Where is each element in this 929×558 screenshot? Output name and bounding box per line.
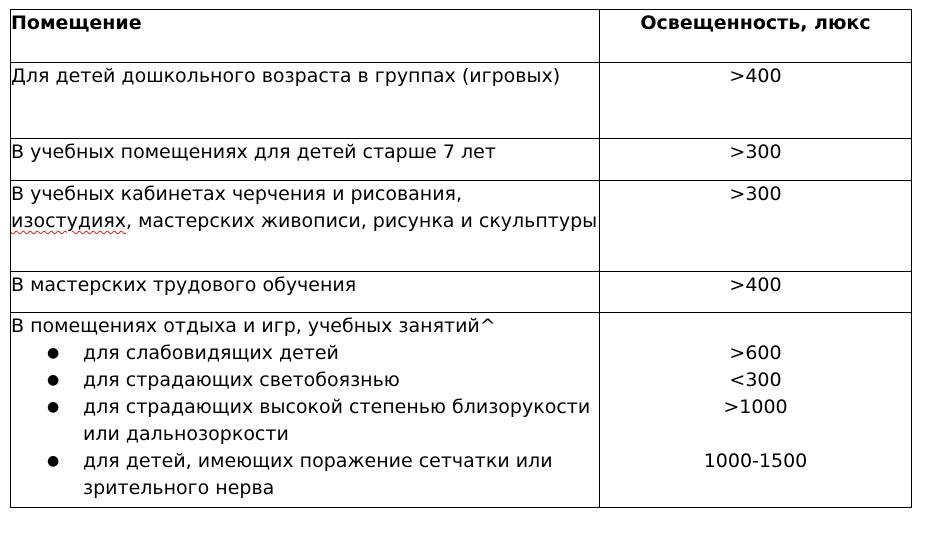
header-room: Помещение bbox=[11, 10, 600, 63]
lux-value: 1000-1500 bbox=[703, 450, 808, 472]
condition-label: для детей, имеющих поражение сетчатки или зрительного нерва bbox=[83, 450, 553, 499]
table-header-row bbox=[11, 10, 912, 63]
list-item bbox=[11, 448, 599, 502]
lux-cell: >300 bbox=[600, 181, 912, 272]
lux-value: >600 bbox=[729, 342, 782, 364]
condition-label: для страдающих светобоязнью bbox=[83, 369, 400, 391]
list-item bbox=[11, 367, 599, 394]
lux-cell: >400 bbox=[600, 272, 912, 313]
condition-list bbox=[11, 340, 599, 502]
lux-spacer bbox=[600, 313, 911, 340]
lux-value: >1000 bbox=[723, 396, 788, 418]
room-cell: В учебных помещениях для детей старше 7 лет bbox=[11, 139, 600, 181]
bullet-icon: ● bbox=[47, 372, 60, 388]
list-item bbox=[11, 394, 599, 448]
lux-cell bbox=[600, 313, 912, 508]
lux-value: <300 bbox=[729, 369, 782, 391]
room-text-part1: В учебных кабинетах черчения и рисования, bbox=[11, 183, 463, 205]
table-row bbox=[11, 313, 912, 508]
header-illuminance: Освещенность, люкс bbox=[600, 10, 912, 63]
list-item bbox=[11, 340, 599, 367]
table-row bbox=[11, 139, 912, 181]
lux-spacer bbox=[600, 421, 911, 448]
bullet-icon: ● bbox=[47, 345, 60, 361]
spellcheck-word[interactable]: изостудиях bbox=[11, 210, 126, 232]
table-row bbox=[11, 272, 912, 313]
table-row bbox=[11, 181, 912, 272]
bullet-icon: ● bbox=[47, 453, 60, 469]
illuminance-table bbox=[10, 9, 912, 508]
room-cell bbox=[11, 181, 600, 272]
room-cell: В мастерских трудового обучения bbox=[11, 272, 600, 313]
condition-label: для слабовидящих детей bbox=[83, 342, 339, 364]
room-cell: Для детей дошкольного возраста в группах (игровых) bbox=[11, 63, 600, 139]
room-cell bbox=[11, 313, 600, 508]
lux-cell: >400 bbox=[600, 63, 912, 139]
lux-cell: >300 bbox=[600, 139, 912, 181]
bullet-icon: ● bbox=[47, 399, 60, 415]
room-text-part2: , мастерских живописи, рисунка и скульптуры bbox=[126, 210, 598, 232]
condition-label: для страдающих высокой степенью близорукости или дальнозоркости bbox=[83, 396, 591, 445]
table-row bbox=[11, 63, 912, 139]
room-title: В помещениях отдыха и игр, учебных занятий^ bbox=[11, 315, 496, 337]
